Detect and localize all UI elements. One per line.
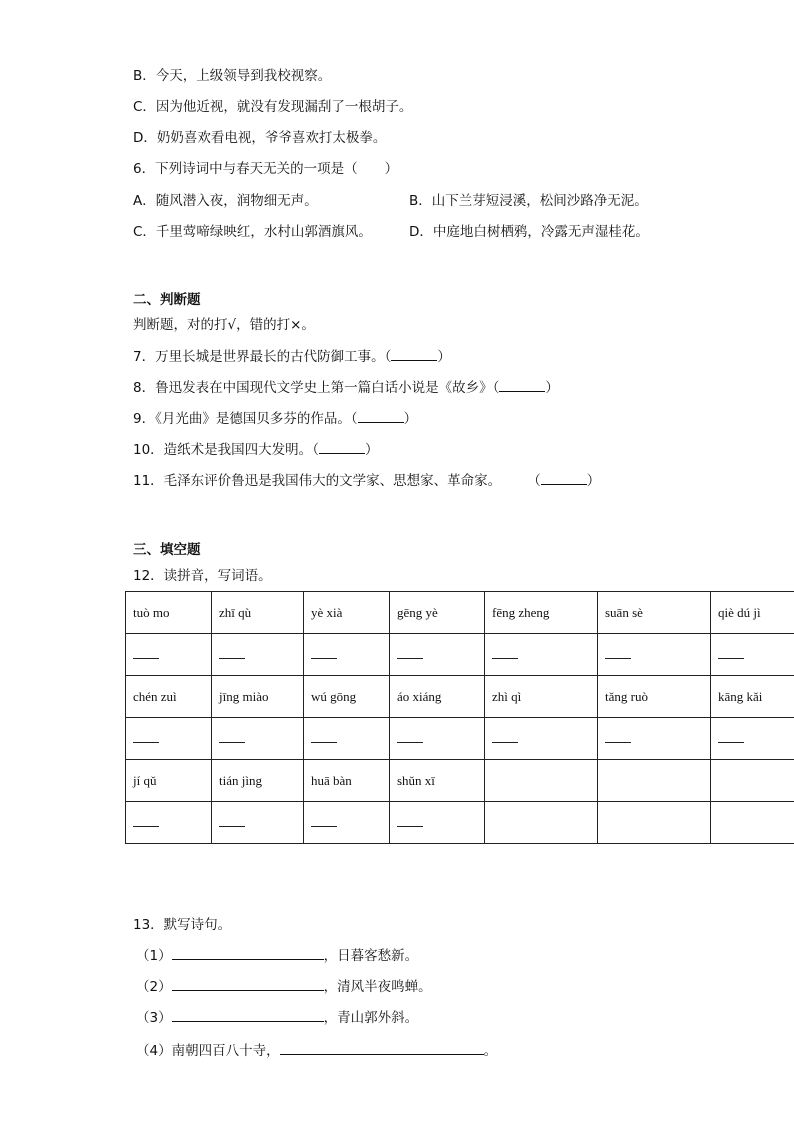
poem-line-4: （4）南朝四百八十寺， 。 [136,1043,498,1059]
pinyin-cell: jí qǔ [126,760,212,802]
answer-blank[interactable] [397,648,423,659]
q5-option-d: D．奶奶喜欢看电视，爷爷喜欢打太极拳。 [133,130,387,146]
poem-line-2: （2） ，清风半夜鸣蝉。 [136,979,432,995]
answer-blank[interactable] [133,648,159,659]
pinyin-cell: jīng miào [212,676,304,718]
answer-cell [485,802,598,844]
pinyin-cell: wú gōng [304,676,390,718]
answer-cell[interactable] [126,634,212,676]
section3-title: 三、填空题 [133,542,201,558]
judge-item-8: 8．鲁迅发表在中国现代文学史上第一篇白话小说是《故乡》（ ） [133,380,559,396]
pinyin-cell: suān sè [598,592,711,634]
answer-cell[interactable] [212,634,304,676]
answer-cell[interactable] [711,718,794,760]
answer-blank[interactable] [219,732,245,743]
pinyin-cell: chén zuì [126,676,212,718]
section2-title: 二、判断题 [133,292,201,308]
q13-question: 13．默写诗句。 [133,917,232,933]
answer-blank[interactable] [219,816,245,827]
pinyin-row [126,676,794,718]
answer-cell [711,802,794,844]
answer-cell[interactable] [390,634,485,676]
answer-row [126,634,794,676]
judge-item-10: 10．造纸术是我国四大发明。（ ） [133,442,379,458]
answer-cell[interactable] [126,802,212,844]
poem-answer-blank[interactable] [280,1041,484,1055]
pinyin-cell: tián jìng [212,760,304,802]
pinyin-cell: yè xià [304,592,390,634]
answer-blank[interactable] [492,732,518,743]
answer-blank[interactable] [219,648,245,659]
answer-blank[interactable] [397,732,423,743]
answer-cell[interactable] [304,802,390,844]
q5-option-c: C．因为他近视，就没有发现漏刮了一根胡子。 [133,99,413,115]
answer-cell[interactable] [390,802,485,844]
poem-answer-blank[interactable] [172,977,324,991]
answer-blank[interactable] [311,732,337,743]
pinyin-cell: qiè dú jì [711,592,794,634]
answer-blank[interactable] [133,732,159,743]
poem-answer-blank[interactable] [172,1008,324,1022]
pinyin-cell: shǔn xī [390,760,485,802]
q6-option-d: D．中庭地白树栖鸦，冷露无声湿桂花。 [409,224,649,240]
pinyin-cell: gēng yè [390,592,485,634]
answer-blank[interactable] [133,816,159,827]
answer-row [126,718,794,760]
judge-answer-blank[interactable] [358,410,404,423]
answer-cell[interactable] [485,634,598,676]
pinyin-cell: fēng zheng [485,592,598,634]
q6-question: 6．下列诗词中与春天无关的一项是（ ） [133,161,399,177]
answer-cell[interactable] [212,718,304,760]
answer-row [126,802,794,844]
pinyin-cell: tuò mo [126,592,212,634]
pinyin-row [126,760,794,802]
answer-cell[interactable] [598,634,711,676]
answer-blank[interactable] [397,816,423,827]
pinyin-cell [598,760,711,802]
answer-cell[interactable] [304,634,390,676]
poem-answer-blank[interactable] [172,946,324,960]
pinyin-cell: áo xiáng [390,676,485,718]
answer-cell[interactable] [126,718,212,760]
pinyin-cell [485,760,598,802]
q6-option-c: C．千里莺啼绿映红，水村山郭酒旗风。 [133,224,372,240]
judge-answer-blank[interactable] [319,441,365,454]
pinyin-row [126,592,794,634]
answer-cell[interactable] [304,718,390,760]
judge-answer-blank[interactable] [541,472,587,485]
pinyin-cell: zhì qì [485,676,598,718]
answer-blank[interactable] [311,648,337,659]
answer-blank[interactable] [718,732,744,743]
judge-item-11: 11．毛泽东评价鲁迅是我国伟大的文学家、思想家、革命家。 （ ） [133,473,601,489]
answer-cell[interactable] [485,718,598,760]
q6-option-a: A．随风潜入夜，润物细无声。 [133,193,318,209]
q5-option-b: B．今天，上级领导到我校视察。 [133,68,332,84]
q6-option-b: B．山下兰芽短浸溪，松间沙路净无泥。 [409,193,648,209]
answer-blank[interactable] [605,648,631,659]
pinyin-cell: zhī qù [212,592,304,634]
answer-cell[interactable] [711,634,794,676]
judge-answer-blank[interactable] [499,379,545,392]
answer-blank[interactable] [311,816,337,827]
section2-instruction: 判断题，对的打√，错的打×。 [133,317,315,333]
answer-cell [598,802,711,844]
answer-cell[interactable] [390,718,485,760]
poem-line-1: （1） ，日暮客愁新。 [136,948,419,964]
answer-cell[interactable] [212,802,304,844]
answer-blank[interactable] [605,732,631,743]
answer-blank[interactable] [492,648,518,659]
pinyin-table [125,591,794,844]
judge-item-7: 7．万里长城是世界最长的古代防御工事。（ ） [133,349,451,365]
poem-line-3: （3） ，青山郭外斜。 [136,1010,419,1026]
pinyin-cell: huā bàn [304,760,390,802]
judge-item-9: 9．《月光曲》是德国贝多芬的作品。（ ） [133,411,418,427]
pinyin-cell [711,760,794,802]
judge-answer-blank[interactable] [391,348,437,361]
answer-blank[interactable] [718,648,744,659]
answer-cell[interactable] [598,718,711,760]
q12-question: 12．读拼音，写词语。 [133,568,272,584]
pinyin-cell: kāng kǎi [711,676,794,718]
pinyin-cell: tǎng ruò [598,676,711,718]
